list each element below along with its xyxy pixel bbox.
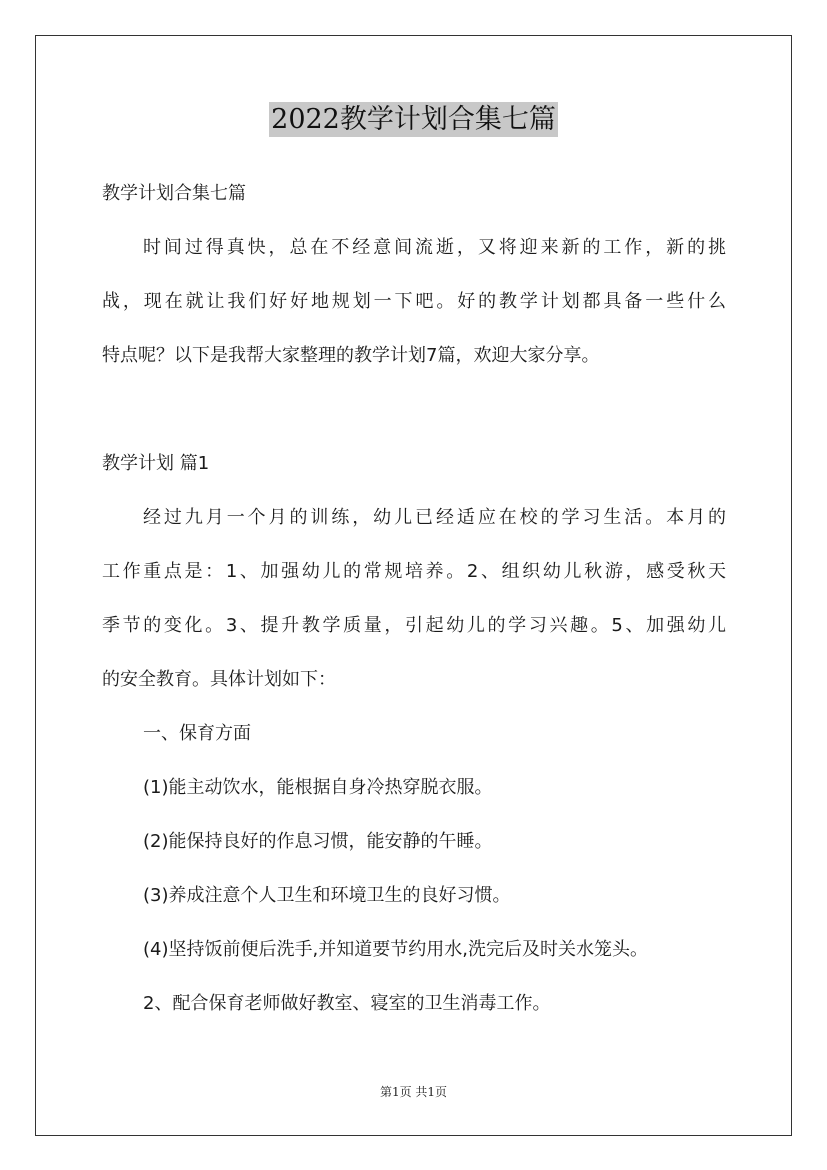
intro-line-3: 特点呢？以下是我帮大家整理的教学计划7篇，欢迎大家分享。 [102,345,600,366]
list-item: (4)坚持饭前便后洗手,并知道要节约用水,洗完后及时关水笼头。 [143,939,648,960]
list-item: (2)能保持良好的作息习惯，能安静的午睡。 [143,831,493,852]
section-heading: 教学计划 篇1 [102,453,210,474]
page-footer: 第1页 共1页 [379,1085,448,1099]
paragraph-line-4: 的安全教育。具体计划如下： [102,669,336,690]
paragraph-line-2: 工作重点是：1、加强幼儿的常规培养。2、组织幼儿秋游，感受秋天 [102,561,726,582]
intro-line-1: 时间过得真快，总在不经意间流逝，又将迎来新的工作，新的挑 [143,237,726,258]
list-item: (3)养成注意个人卫生和环境卫生的良好习惯。 [143,885,511,906]
document-subtitle: 教学计划合集七篇 [102,183,246,204]
document-title: 2022教学计划合集七篇 [271,104,556,135]
list-item: 2、配合保育老师做好教室、寝室的卫生消毒工作。 [143,993,551,1014]
intro-line-2: 战，现在就让我们好好地规划一下吧。好的教学计划都具备一些什么 [102,291,726,312]
sub-heading: 一、保育方面 [143,723,251,744]
paragraph-line-3: 季节的变化。3、提升教学质量，引起幼儿的学习兴趣。5、加强幼儿 [102,615,726,636]
paragraph-line-1: 经过九月一个月的训练，幼儿已经适应在校的学习生活。本月的 [143,507,726,528]
list-item: (1)能主动饮水，能根据自身冷热穿脱衣服。 [143,777,493,798]
